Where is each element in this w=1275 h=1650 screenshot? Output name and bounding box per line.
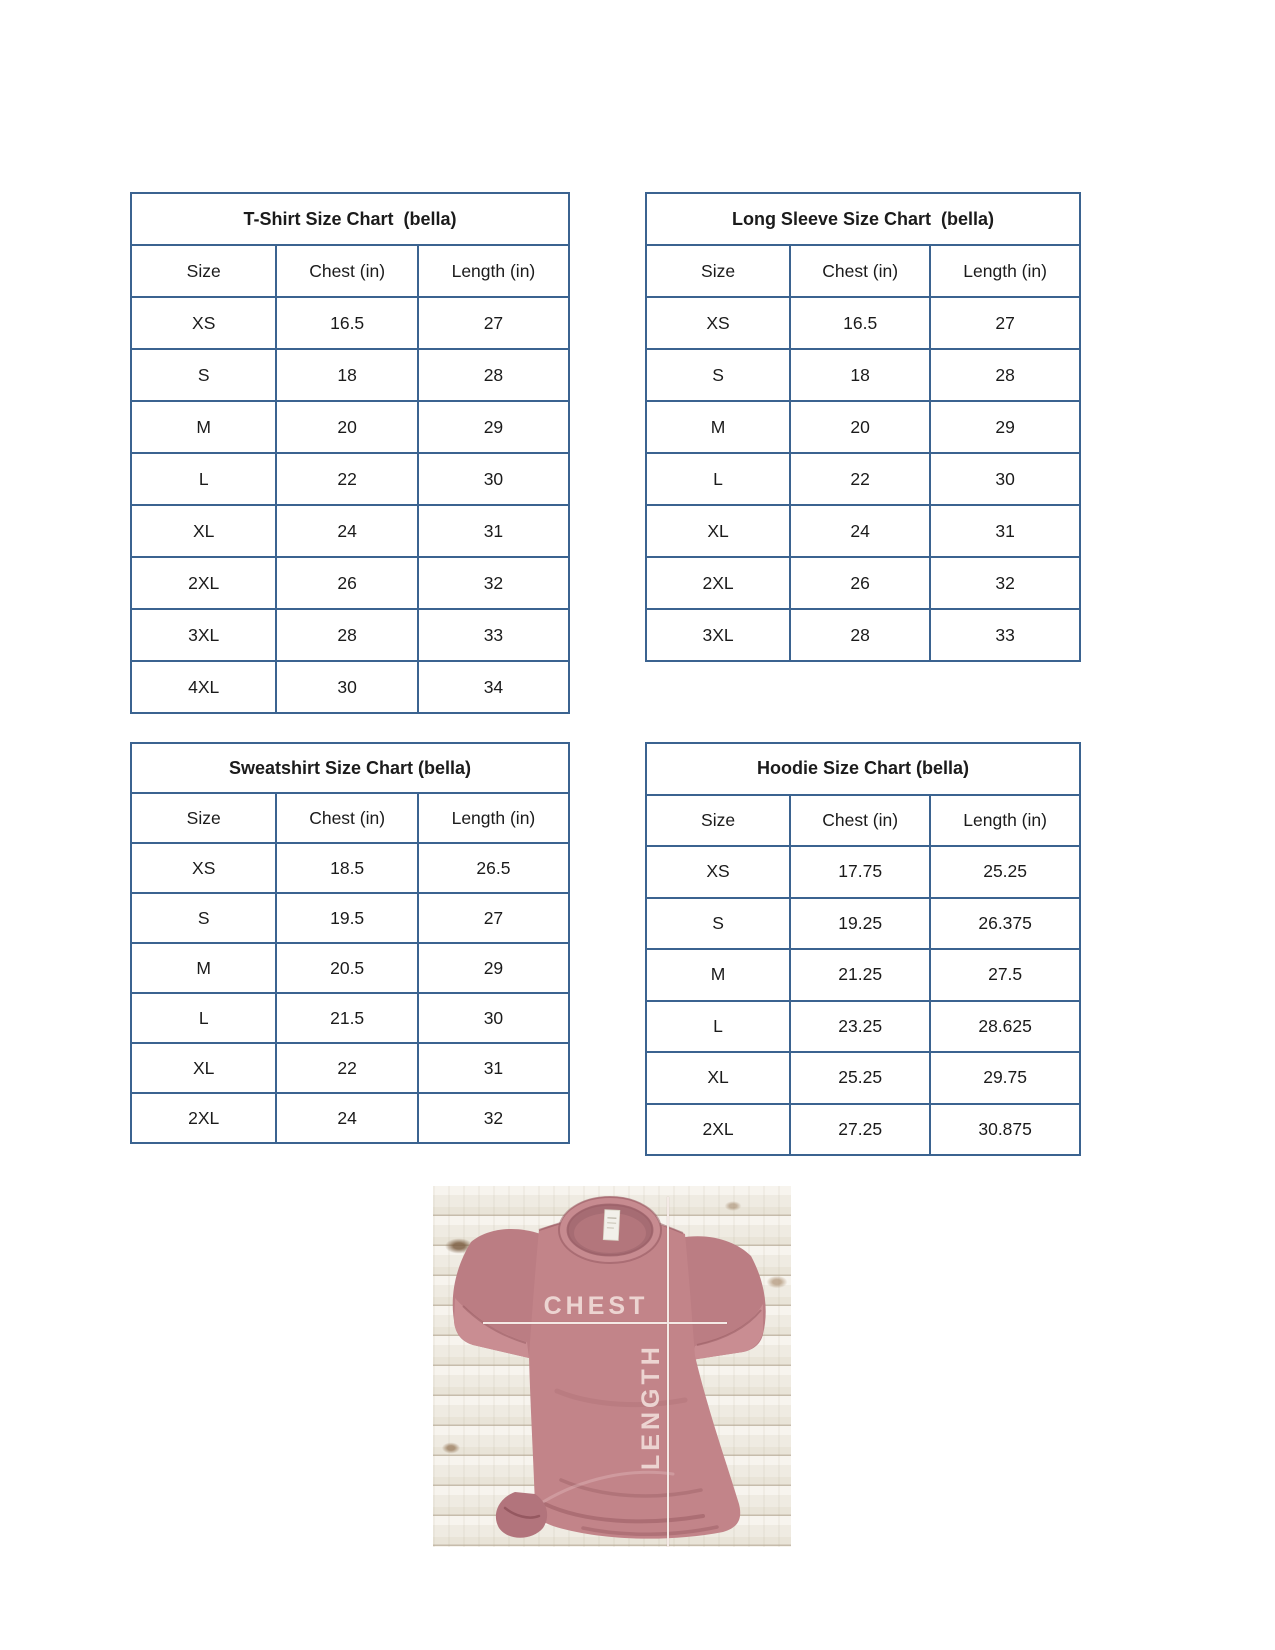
chest-cell: 21.25	[790, 949, 930, 1001]
tshirt-measurement-photo	[433, 1186, 791, 1547]
chest-cell: 30	[276, 661, 417, 713]
chest-cell: 16.5	[790, 297, 930, 349]
table-row	[646, 609, 1080, 661]
size-cell: 3XL	[131, 609, 276, 661]
size-cell: M	[646, 949, 790, 1001]
collar-tag	[603, 1210, 620, 1241]
column-header: Length (in)	[930, 795, 1080, 847]
table-row	[131, 505, 569, 557]
size-cell: S	[646, 898, 790, 950]
chest-cell: 18	[790, 349, 930, 401]
column-header: Chest (in)	[790, 795, 930, 847]
chest-cell: 18.5	[276, 843, 417, 893]
length-cell: 32	[418, 1093, 569, 1143]
table-row	[131, 661, 569, 713]
chest-cell: 28	[276, 609, 417, 661]
table-row	[646, 349, 1080, 401]
chest-cell: 24	[790, 505, 930, 557]
length-cell: 30.875	[930, 1104, 1080, 1156]
length-cell: 26.5	[418, 843, 569, 893]
table-title-row	[646, 193, 1080, 245]
column-header: Length (in)	[418, 245, 569, 297]
size-cell: S	[131, 349, 276, 401]
chest-cell: 22	[276, 1043, 417, 1093]
table-row	[131, 893, 569, 943]
chest-cell: 17.75	[790, 846, 930, 898]
chest-cell: 22	[790, 453, 930, 505]
length-cell: 27	[418, 297, 569, 349]
chest-cell: 22	[276, 453, 417, 505]
table-row	[646, 846, 1080, 898]
table-row	[646, 1052, 1080, 1104]
length-cell: 30	[418, 453, 569, 505]
table-header-row	[646, 245, 1080, 297]
column-header: Size	[646, 795, 790, 847]
table-title-row	[131, 193, 569, 245]
size-cell: 2XL	[646, 1104, 790, 1156]
size-chart-table-longsleeve	[645, 192, 1081, 662]
length-cell: 27	[418, 893, 569, 943]
table-row	[646, 557, 1080, 609]
chest-cell: 24	[276, 505, 417, 557]
chest-cell: 26	[276, 557, 417, 609]
length-cell: 31	[418, 1043, 569, 1093]
size-chart-table-tshirt	[130, 192, 570, 714]
table-row	[131, 843, 569, 893]
chest-cell: 21.5	[276, 993, 417, 1043]
length-cell: 30	[930, 453, 1080, 505]
table-row	[646, 297, 1080, 349]
chest-cell: 25.25	[790, 1052, 930, 1104]
size-cell: XS	[646, 846, 790, 898]
table-row	[131, 943, 569, 993]
chest-cell: 19.25	[790, 898, 930, 950]
size-cell: M	[131, 943, 276, 993]
size-cell: S	[131, 893, 276, 943]
table-row	[646, 898, 1080, 950]
table-row	[131, 1093, 569, 1143]
length-cell: 30	[418, 993, 569, 1043]
table-row	[131, 401, 569, 453]
table-row	[131, 609, 569, 661]
chest-cell: 18	[276, 349, 417, 401]
size-cell: M	[646, 401, 790, 453]
table-header-row	[131, 793, 569, 843]
size-chart-table-hoodie	[645, 742, 1081, 1156]
column-header: Chest (in)	[276, 793, 417, 843]
length-cell: 29	[418, 401, 569, 453]
chest-cell: 16.5	[276, 297, 417, 349]
column-header: Size	[131, 245, 276, 297]
length-cell: 29.75	[930, 1052, 1080, 1104]
size-cell: M	[131, 401, 276, 453]
size-cell: S	[646, 349, 790, 401]
chest-cell: 20.5	[276, 943, 417, 993]
table-row	[131, 297, 569, 349]
size-cell: L	[646, 1001, 790, 1053]
size-cell: 3XL	[646, 609, 790, 661]
column-header: Chest (in)	[276, 245, 417, 297]
table-title: Long Sleeve Size Chart (bella)	[646, 193, 1080, 245]
size-cell: XL	[646, 1052, 790, 1104]
length-cell: 28	[930, 349, 1080, 401]
table-row	[646, 401, 1080, 453]
table-row	[646, 453, 1080, 505]
size-cell: 2XL	[131, 1093, 276, 1143]
table-title: Sweatshirt Size Chart (bella)	[131, 743, 569, 793]
length-cell: 27.5	[930, 949, 1080, 1001]
size-cell: 2XL	[131, 557, 276, 609]
tshirt-illustration	[433, 1186, 791, 1547]
size-cell: XL	[131, 505, 276, 557]
chest-label: CHEST	[543, 1292, 649, 1320]
length-cell: 25.25	[930, 846, 1080, 898]
length-label: LENGTH	[637, 1343, 665, 1470]
table-header-row	[131, 245, 569, 297]
length-cell: 29	[930, 401, 1080, 453]
table-row	[646, 1001, 1080, 1053]
size-chart-table-sweatshirt	[130, 742, 570, 1144]
table-title: T-Shirt Size Chart (bella)	[131, 193, 569, 245]
column-header: Size	[646, 245, 790, 297]
size-cell: 4XL	[131, 661, 276, 713]
length-cell: 32	[930, 557, 1080, 609]
table-row	[131, 453, 569, 505]
chest-measure-line	[483, 1322, 727, 1324]
length-cell: 28	[418, 349, 569, 401]
chest-cell: 20	[276, 401, 417, 453]
chest-cell: 24	[276, 1093, 417, 1143]
chest-cell: 20	[790, 401, 930, 453]
size-cell: XL	[131, 1043, 276, 1093]
size-cell: XL	[646, 505, 790, 557]
size-cell: XS	[646, 297, 790, 349]
length-cell: 27	[930, 297, 1080, 349]
length-cell: 29	[418, 943, 569, 993]
column-header: Size	[131, 793, 276, 843]
length-cell: 31	[418, 505, 569, 557]
size-cell: XS	[131, 843, 276, 893]
table-title-row	[131, 743, 569, 793]
table-row	[131, 993, 569, 1043]
table-title: Hoodie Size Chart (bella)	[646, 743, 1080, 795]
column-header: Length (in)	[418, 793, 569, 843]
length-measure-line	[667, 1197, 669, 1547]
table-row	[131, 1043, 569, 1093]
length-cell: 33	[930, 609, 1080, 661]
table-row	[646, 1104, 1080, 1156]
size-cell: L	[646, 453, 790, 505]
table-row	[646, 949, 1080, 1001]
size-cell: L	[131, 993, 276, 1043]
table-title-row	[646, 743, 1080, 795]
size-cell: 2XL	[646, 557, 790, 609]
column-header: Length (in)	[930, 245, 1080, 297]
table-row	[131, 557, 569, 609]
chest-cell: 26	[790, 557, 930, 609]
length-cell: 33	[418, 609, 569, 661]
length-cell: 31	[930, 505, 1080, 557]
length-cell: 28.625	[930, 1001, 1080, 1053]
chest-cell: 23.25	[790, 1001, 930, 1053]
table-row	[646, 505, 1080, 557]
length-cell: 34	[418, 661, 569, 713]
size-cell: XS	[131, 297, 276, 349]
table-header-row	[646, 795, 1080, 847]
chest-cell: 19.5	[276, 893, 417, 943]
length-cell: 32	[418, 557, 569, 609]
table-row	[131, 349, 569, 401]
chest-cell: 28	[790, 609, 930, 661]
size-cell: L	[131, 453, 276, 505]
length-cell: 26.375	[930, 898, 1080, 950]
chest-cell: 27.25	[790, 1104, 930, 1156]
column-header: Chest (in)	[790, 245, 930, 297]
